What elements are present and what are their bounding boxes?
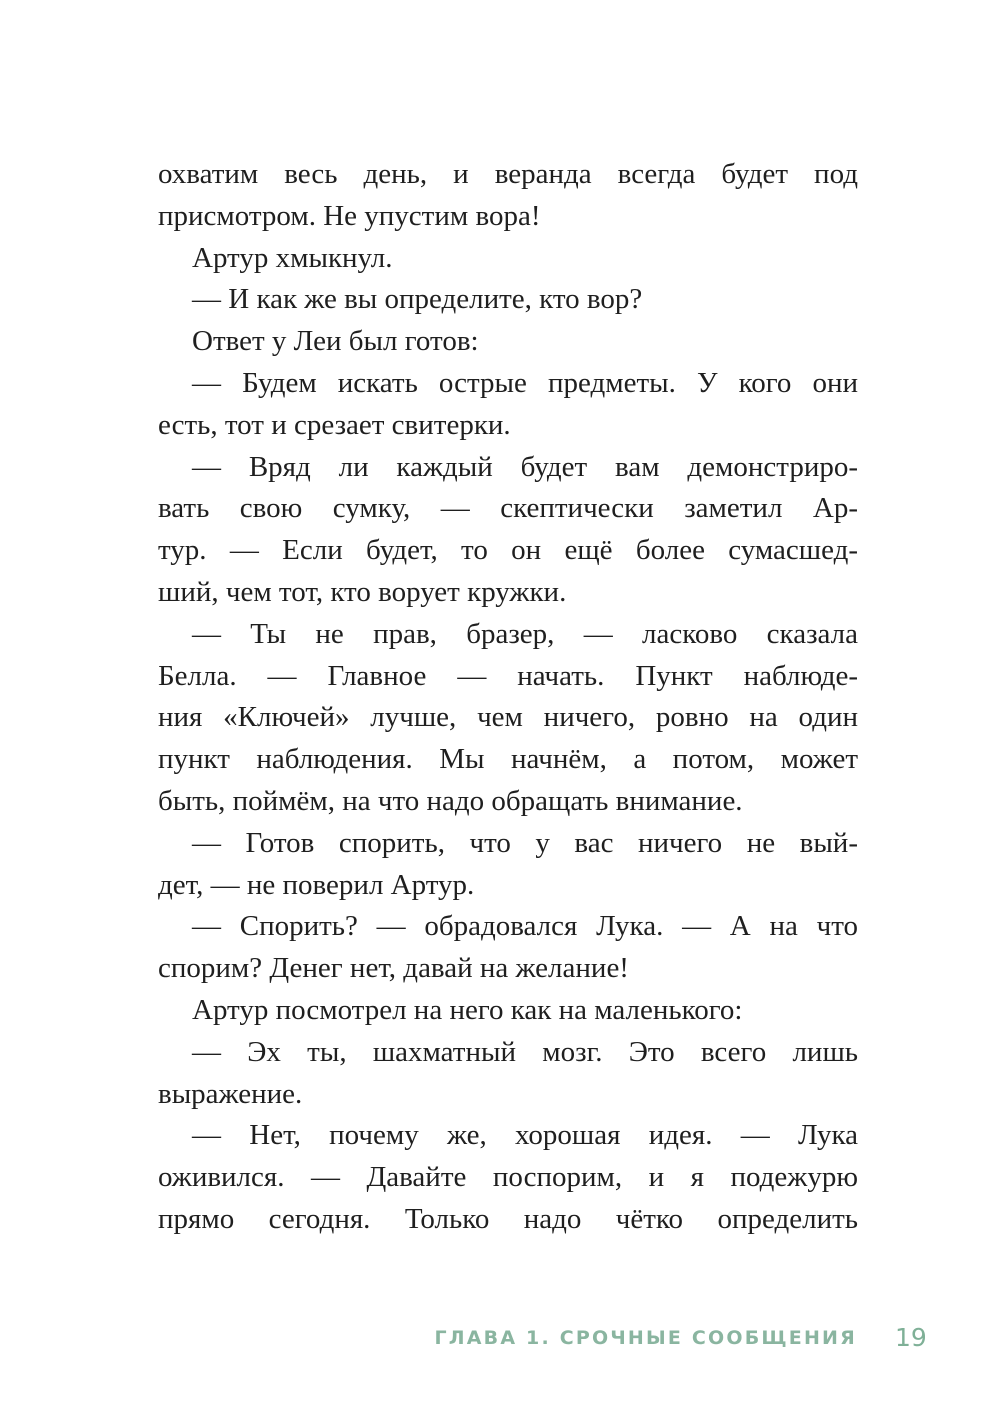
text-line: пункт наблюдения. Мы начнём, а потом, может [158,743,858,776]
text-line: тур. — Если будет, то он ещё более сумасшед- [158,534,858,567]
page-footer [0,1320,1000,1360]
running-head: ГЛАВА 1. СРОЧНЫЕ СООБЩЕНИЯ [434,1327,857,1349]
page-number: 19 [895,1323,927,1352]
text-line: Белла. — Главное — начать. Пункт наблюде- [158,659,858,692]
text-line: Артур посмотрел на него как на маленького: [192,993,743,1026]
text-line: — Спорить? — обрадовался Лука. — А на что [192,910,858,943]
text-line: дет, — не поверил Артур. [158,868,475,901]
text-line: ший, чем тот, кто ворует кружки. [158,575,567,608]
text-line: выражение. [158,1077,303,1110]
text-line: вать свою сумку, — скептически заметил Ар- [158,492,858,525]
text-line: есть, тот и срезает свитерки. [158,408,511,441]
text-line: — Вряд ли каждый будет вам демонстриро- [192,450,858,483]
body-text [158,154,858,1241]
text-line: присмотром. Не упустим вора! [158,199,541,232]
text-line: — Нет, почему же, хорошая идея. — Лука [192,1119,858,1152]
text-line: — Эх ты, шахматный мозг. Это всего лишь [192,1035,858,1068]
text-line: — Готов спорить, что у вас ничего не вый- [192,826,858,859]
text-line: прямо сегодня. Только надо чётко определить [158,1202,858,1235]
text-line: оживился. — Давайте поспорим, и я подежурю [158,1161,858,1194]
text-line: Артур хмыкнул. [192,241,393,274]
text-line: ния «Ключей» лучше, чем ничего, ровно на один [158,701,858,734]
text-line: быть, поймём, на что надо обращать внимание. [158,784,743,817]
text-line: спорим? Денег нет, давай на желание! [158,952,629,985]
text-line: — Будем искать острые предметы. У кого они [192,366,858,399]
text-line: охватим весь день, и веранда всегда будет под [158,158,858,190]
text-line: — Ты не прав, бразер, — ласково сказала [192,617,858,650]
text-line: Ответ у Леи был готов: [192,325,479,358]
text-line: — И как же вы определите, кто вор? [192,283,643,316]
